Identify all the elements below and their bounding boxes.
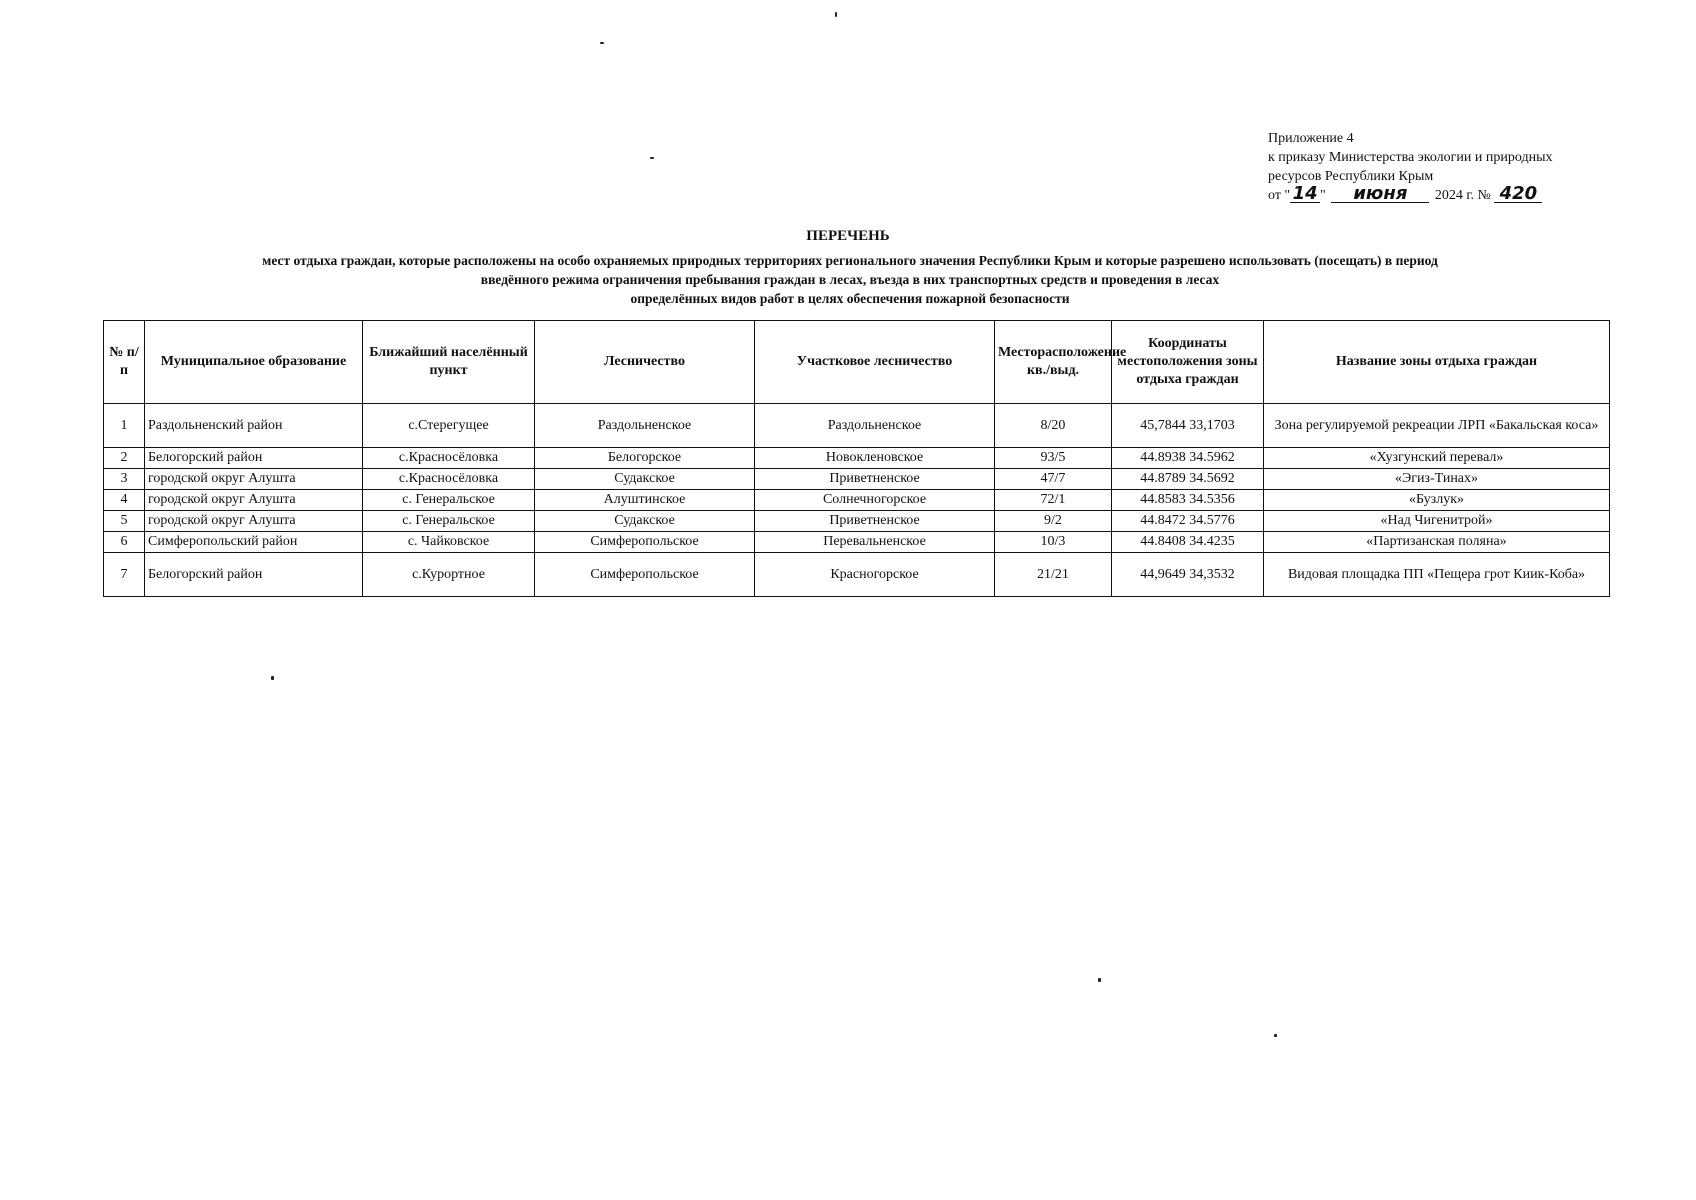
cell-number: 7 — [104, 553, 145, 597]
header-district-forestry: Участковое лесничество — [755, 321, 995, 404]
header-forestry: Лесничество — [535, 321, 755, 404]
cell-district-forestry: Красногорское — [755, 553, 995, 597]
cell-forestry: Белогорское — [535, 448, 755, 469]
date-prefix: от " — [1268, 188, 1291, 203]
cell-location: 9/2 — [995, 511, 1112, 532]
cell-settlement: с.Стерегущее — [363, 404, 535, 448]
cell-coordinates: 44.8583 34.5356 — [1112, 490, 1264, 511]
cell-number: 2 — [104, 448, 145, 469]
subtitle-line-2: введённого режима ограничения пребывания граждан в лесах, въезда в них транспортных средств и проведения в лесах — [480, 272, 1220, 287]
handwritten-order-number: 420 — [1494, 186, 1542, 203]
table-row — [104, 469, 1610, 490]
handwritten-month: июня — [1331, 186, 1429, 203]
cell-location: 93/5 — [995, 448, 1112, 469]
appendix-ministry: ресурсов Республики Крым — [1268, 169, 1434, 184]
cell-forestry: Симферопольское — [535, 553, 755, 597]
cell-settlement: с.Красносёловка — [363, 469, 535, 490]
table-row — [104, 490, 1610, 511]
appendix-block — [1268, 129, 1688, 205]
subtitle-line-1: мест отдыха граждан, которые расположены на особо охраняемых природных территориях регионального значения Республики Крым и которые разрешено использовать (посещать) в период — [262, 253, 1438, 268]
cell-location: 21/21 — [995, 553, 1112, 597]
cell-zone-name: Зона регулируемой рекреации ЛРП «Бакальская коса» — [1264, 404, 1610, 448]
table-row — [104, 448, 1610, 469]
table-row — [104, 532, 1610, 553]
recreation-places-table — [103, 320, 1610, 597]
scan-speck — [835, 12, 837, 17]
cell-number: 4 — [104, 490, 145, 511]
cell-number: 3 — [104, 469, 145, 490]
header-coordinates: Координаты местоположения зоны отдыха граждан — [1112, 321, 1264, 404]
cell-municipality: городской округ Алушта — [145, 490, 363, 511]
cell-district-forestry: Приветненское — [755, 511, 995, 532]
date-quote-close: " — [1320, 188, 1326, 203]
cell-location: 10/3 — [995, 532, 1112, 553]
cell-forestry: Симферопольское — [535, 532, 755, 553]
cell-settlement: с.Красносёловка — [363, 448, 535, 469]
appendix-date-line — [1268, 183, 1688, 205]
cell-settlement: с. Генеральское — [363, 490, 535, 511]
header-settlement: Ближайший населённый пункт — [363, 321, 535, 404]
cell-coordinates: 44.8408 34.4235 — [1112, 532, 1264, 553]
cell-forestry: Судакское — [535, 469, 755, 490]
cell-zone-name: «Бузлук» — [1264, 490, 1610, 511]
cell-district-forestry: Новокленовское — [755, 448, 995, 469]
cell-municipality: Белогорский район — [145, 448, 363, 469]
cell-coordinates: 45,7844 33,1703 — [1112, 404, 1264, 448]
cell-location: 72/1 — [995, 490, 1112, 511]
scan-speck — [650, 157, 654, 159]
cell-location: 47/7 — [995, 469, 1112, 490]
cell-municipality: Симферопольский район — [145, 532, 363, 553]
cell-location: 8/20 — [995, 404, 1112, 448]
cell-municipality: Белогорский район — [145, 553, 363, 597]
cell-municipality: Раздольненский район — [145, 404, 363, 448]
header-zone-name: Название зоны отдыха граждан — [1264, 321, 1610, 404]
cell-zone-name: Видовая площадка ПП «Пещера грот Киик-Коба» — [1264, 553, 1610, 597]
subtitle-line-3: определённых видов работ в целях обеспечения пожарной безопасности — [630, 291, 1070, 306]
cell-municipality: городской округ Алушта — [145, 469, 363, 490]
cell-settlement: с. Генеральское — [363, 511, 535, 532]
cell-district-forestry: Перевальненское — [755, 532, 995, 553]
scan-speck — [1098, 978, 1101, 982]
cell-zone-name: «Партизанская поляна» — [1264, 532, 1610, 553]
cell-zone-name: «Эгиз-Тинах» — [1264, 469, 1610, 490]
cell-forestry: Судакское — [535, 511, 755, 532]
table-header-row — [104, 321, 1610, 404]
appendix-order-ref: к приказу Министерства экологии и природных — [1268, 150, 1553, 165]
cell-district-forestry: Приветненское — [755, 469, 995, 490]
cell-settlement: с.Курортное — [363, 553, 535, 597]
cell-zone-name: «Хузгунский перевал» — [1264, 448, 1610, 469]
scan-speck — [1274, 1034, 1277, 1037]
cell-coordinates: 44.8789 34.5692 — [1112, 469, 1264, 490]
table-row — [104, 511, 1610, 532]
cell-number: 6 — [104, 532, 145, 553]
cell-number: 5 — [104, 511, 145, 532]
date-year: 2024 г. № — [1434, 188, 1491, 203]
scan-speck — [600, 42, 604, 44]
cell-municipality: городской округ Алушта — [145, 511, 363, 532]
cell-forestry: Раздольненское — [535, 404, 755, 448]
scan-speck — [271, 676, 274, 680]
cell-district-forestry: Раздольненское — [755, 404, 995, 448]
cell-district-forestry: Солнечногорское — [755, 490, 995, 511]
document-subtitle — [110, 251, 1590, 308]
header-municipality: Муниципальное образование — [145, 321, 363, 404]
cell-coordinates: 44,9649 34,3532 — [1112, 553, 1264, 597]
handwritten-day: 14 — [1290, 186, 1320, 203]
cell-number: 1 — [104, 404, 145, 448]
header-number: № п/п — [104, 321, 145, 404]
cell-settlement: с. Чайковское — [363, 532, 535, 553]
table-row — [104, 553, 1610, 597]
cell-coordinates: 44.8938 34.5962 — [1112, 448, 1264, 469]
header-location: Месторасположение кв./выд. — [995, 321, 1112, 404]
cell-zone-name: «Над Чигенитрой» — [1264, 511, 1610, 532]
appendix-label: Приложение 4 — [1268, 131, 1354, 146]
table-row — [104, 404, 1610, 448]
cell-coordinates: 44.8472 34.5776 — [1112, 511, 1264, 532]
cell-forestry: Алуштинское — [535, 490, 755, 511]
document-title: ПЕРЕЧЕНЬ — [806, 228, 890, 244]
